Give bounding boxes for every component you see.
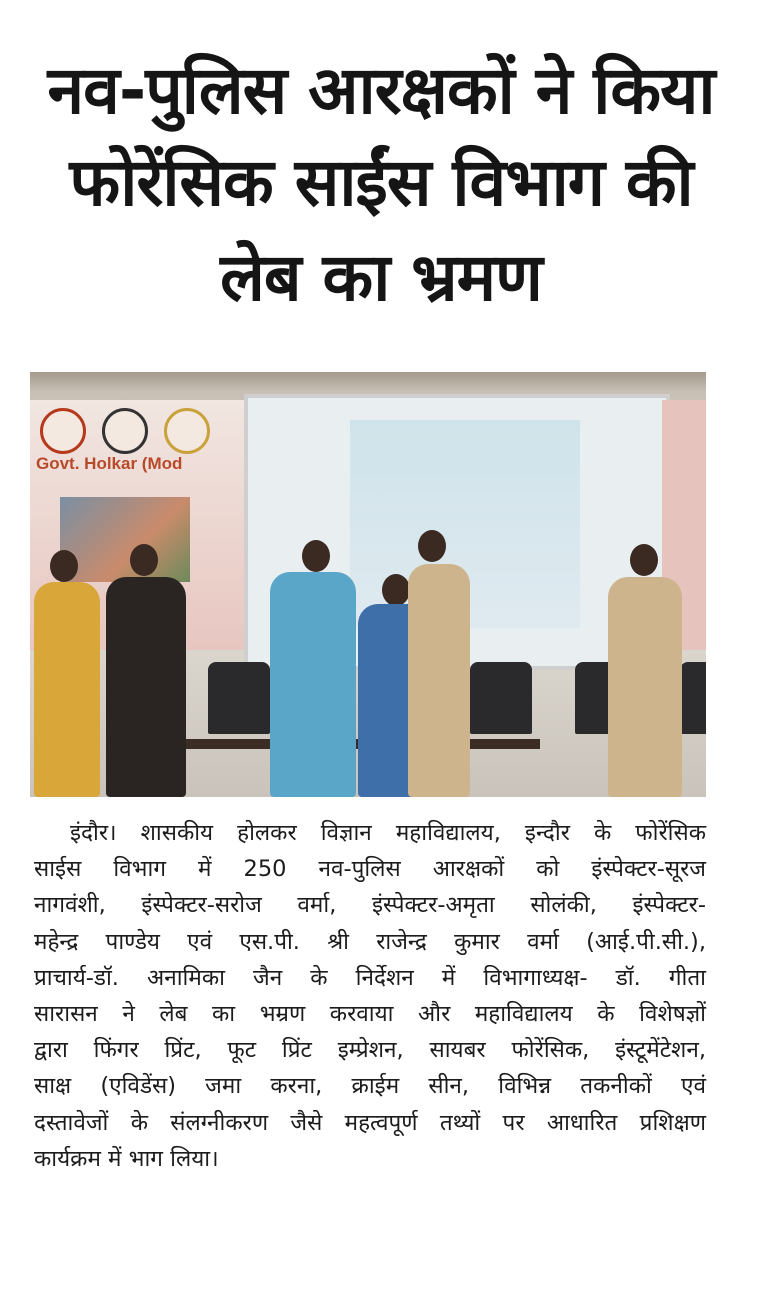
emblem-logo-icon — [102, 408, 148, 454]
article-line: महेन्द्र पाण्डेय एवं एस.पी. श्री राजेन्द्र कुमार वर्मा (आई.पी.सी.), — [34, 928, 706, 955]
photo-building-image — [60, 497, 190, 582]
person-head — [382, 574, 410, 606]
headline-line: नव-पुलिस आरक्षकों ने किया — [47, 52, 715, 129]
person-head — [418, 530, 446, 562]
person — [408, 564, 470, 797]
college-logo-icon — [40, 408, 86, 454]
person — [608, 577, 682, 797]
article-line: प्राचार्य-डॉ. अनामिका जैन के निर्देशन में विभागाध्यक्ष- डॉ. गीता — [34, 964, 706, 991]
article-line: कार्यक्रम में भाग लिया। — [34, 1145, 219, 1172]
person — [34, 582, 100, 797]
article-line: सारासन ने लेब का भम्रण करवाया और महाविद्यालय के विशेषज्ञों — [34, 1001, 706, 1028]
headline-line: फोरेंसिक साईंस विभाग की — [69, 144, 693, 221]
person — [270, 572, 356, 797]
news-photo — [30, 372, 706, 797]
banner-text: Govt. Holkar (Mod — [36, 454, 183, 473]
article-line: साईस विभाग में 250 नव-पुलिस आरक्षकों को इंस्पेक्टर-सूरज — [34, 856, 706, 883]
article-line: इंदौर। शासकीय होलकर विज्ञान महाविद्यालय, इन्दौर के फोरेंसिक — [70, 820, 706, 846]
article-body — [34, 815, 706, 1177]
person-head — [130, 544, 158, 576]
article-line: द्वारा फिंगर प्रिंट, फूट प्रिंट इम्प्रेशन, सायबर फोरेंसिक, इंस्टूमेंटेशन, — [34, 1037, 706, 1064]
chair — [470, 662, 532, 734]
headline-line: लेब का भ्रमण — [220, 239, 542, 316]
article-line: दस्तावेजों के संलग्नीकरण जैसे महत्वपूर्ण तथ्यों पर आधारित प्रशिक्षण — [34, 1109, 706, 1136]
chair — [680, 662, 706, 734]
person — [106, 577, 186, 797]
chair — [208, 662, 270, 734]
article-line: साक्ष (एविडेंस) जमा करना, क्राईम सीन, विभिन्न तकनीकों एवं — [34, 1073, 706, 1100]
article-line: नागवंशी, इंस्पेक्टर-सरोज वर्मा, इंस्पेक्टर-अमृता सोलंकी, इंस्पेक्टर- — [34, 892, 706, 919]
person-head — [302, 540, 330, 572]
person-head — [630, 544, 658, 576]
person-head — [50, 550, 78, 582]
naac-logo-icon — [164, 408, 210, 454]
